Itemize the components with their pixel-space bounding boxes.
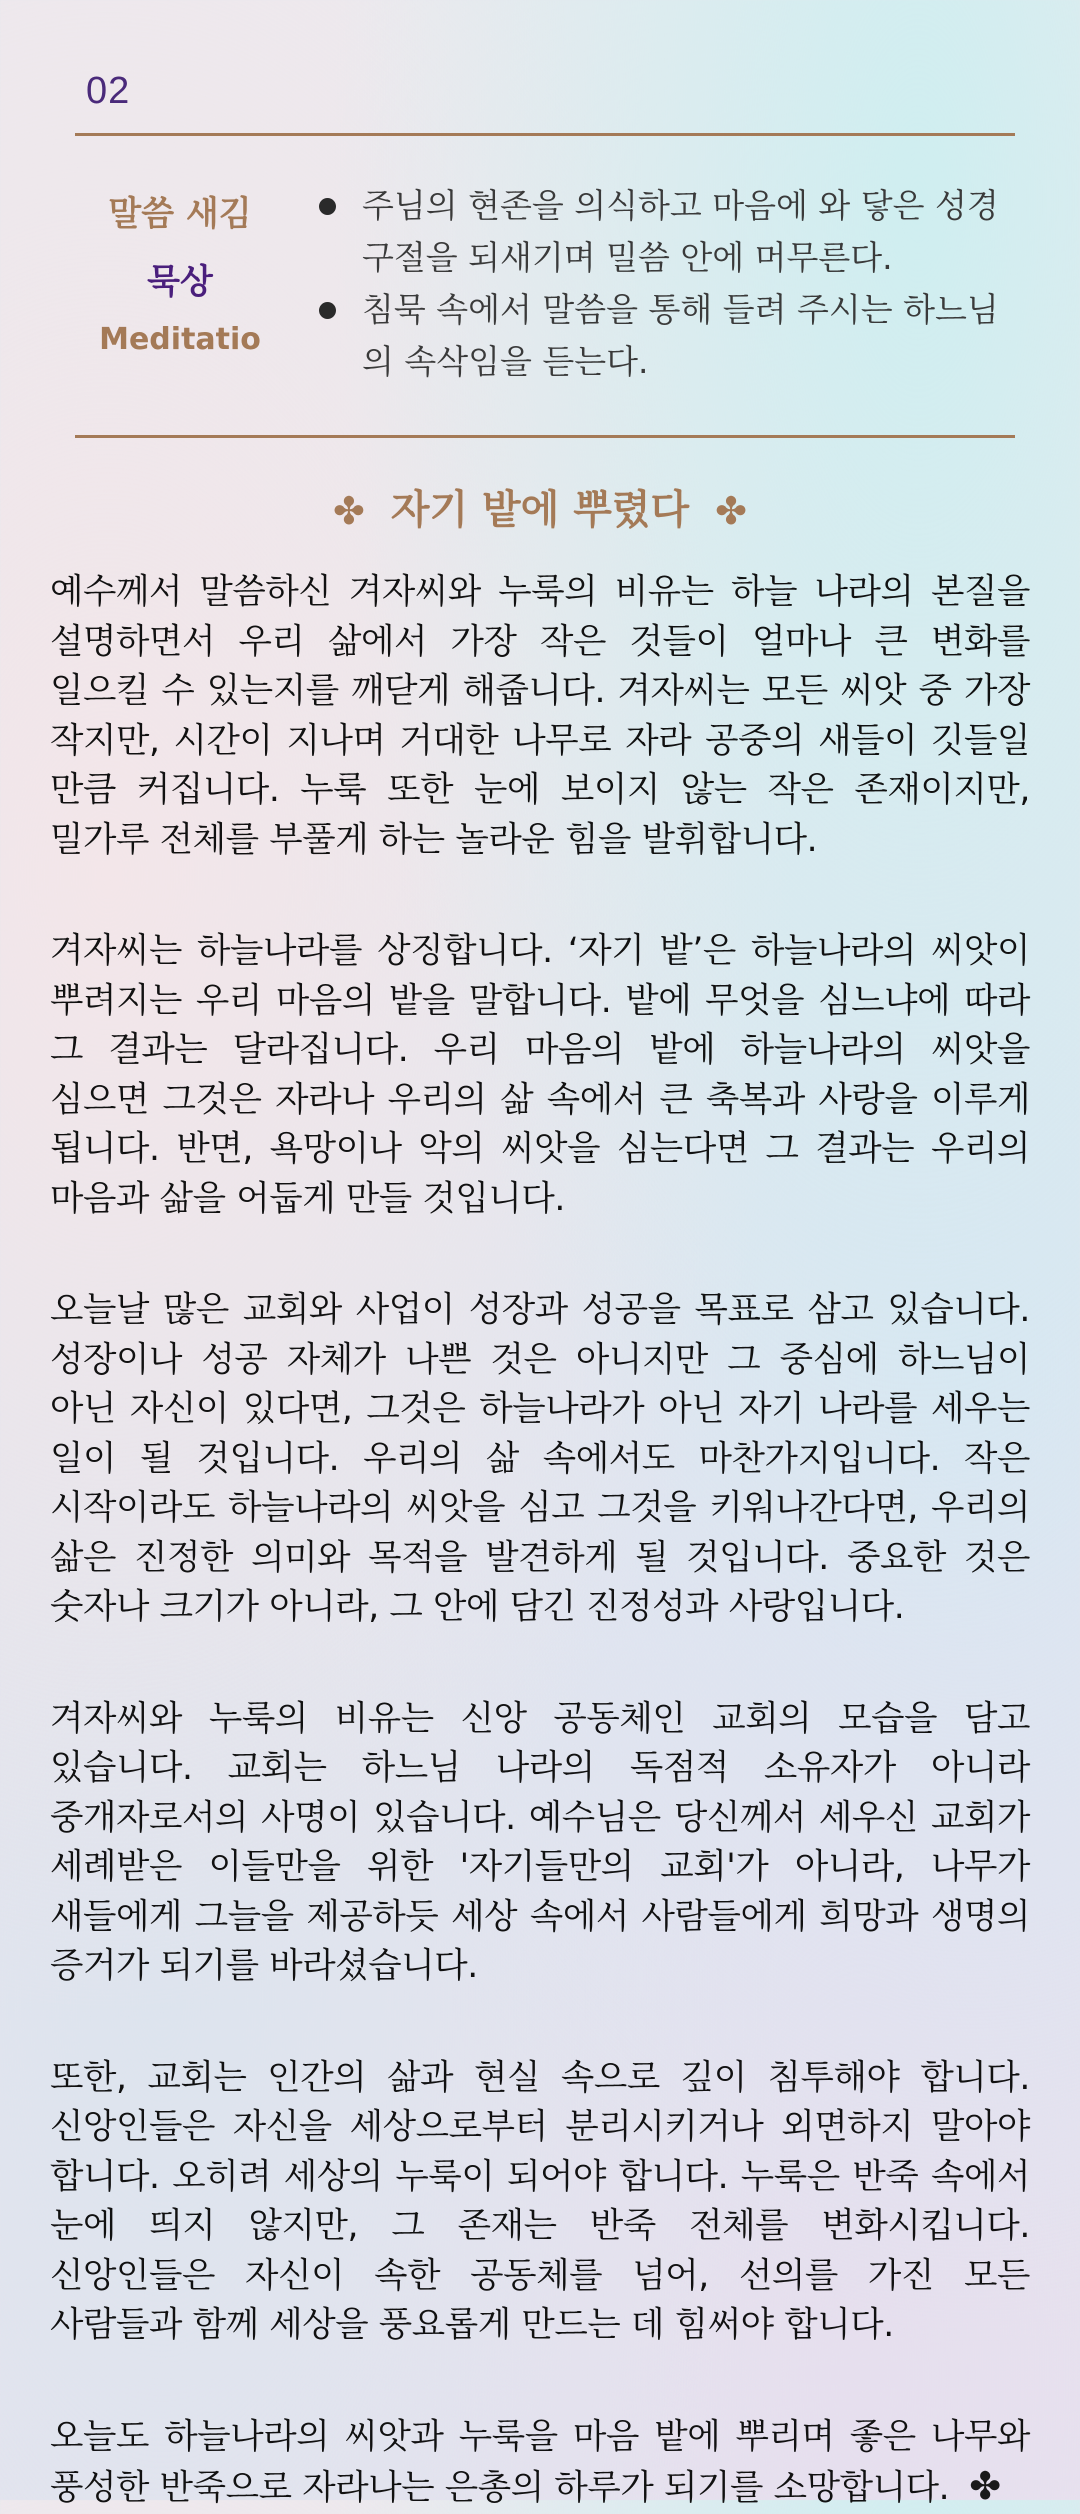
section-title — [0, 478, 1080, 535]
clover-ornament-icon: ✤ — [333, 489, 365, 533]
body-paragraph-final — [50, 2413, 1030, 2514]
body-paragraph: 또한, 교회는 인간의 삶과 현실 속으로 깊이 침투해야 합니다. 신앙인들은 자신을 세상으로부터 분리시키거나 외면하지 말아야 합니다. 오히려 세상의 누룩이 되어야 합니다. 누룩은 반죽 속에서 눈에 띄지 않지만, 그 존재는 반죽 전체를 변화시킵니다. 신앙인들은 자신이 속한 공동체를 넘어, 선의를 가진 모든 사람들과 함께 세상을 풍요롭게 만드는 데 힘써야 합니다. — [50, 2057, 1030, 2345]
bottom-divider — [75, 435, 1015, 438]
lectio-label-step: 묵상 — [147, 262, 213, 302]
section-title-text: 자기 밭에 뿌렸다 — [390, 487, 690, 533]
body-paragraph: 겨자씨는 하늘나라를 상징합니다. ‘자기 밭’은 하늘나라의 씨앗이 뿌려지는 우리 마음의 밭을 말합니다. 밭에 무엇을 심느냐에 따라 그 결과는 달라집니다. 우리 마음의 밭에 하늘나라의 씨앗을 심으면 그것은 자라나 우리의 삶 속에서 큰 축복과 사랑을 이루게 됩니다. 반면, 욕망이나 악의 씨앗을 심는다면 그 결과는 우리의 마음과 삶을 어둡게 만들 것입니다. — [50, 931, 1030, 1219]
body-paragraph-text: 오늘도 하늘나라의 씨앗과 누룩을 마음 밭에 뿌리며 좋은 나무와 풍성한 반죽으로 자라나는 은총의 하루가 되기를 소망합니다. — [50, 2416, 1030, 2508]
body-paragraph: 겨자씨와 누룩의 비유는 신앙 공동체인 교회의 모습을 담고 있습니다. 교회는 하느님 나라의 독점적 소유자가 아니라 중개자로서의 사명이 있습니다. 예수님은 당신께서 세우신 교회가 세례받은 이들만을 위한 '자기들만의 교회'가 아니라, 나무가 새들에게 그늘을 제공하듯 세상 속에서 사람들에게 희망과 생명의 증거가 되기를 바라셨습니다. — [50, 1698, 1030, 1986]
bullet-item — [316, 284, 1016, 388]
bullet-item — [316, 180, 1016, 284]
clover-end-mark-icon: ✤ — [969, 2464, 1001, 2508]
clover-ornament-icon: ✤ — [715, 489, 747, 533]
meditatio-bullet-list — [316, 180, 1016, 388]
body-paragraph: 예수께서 말씀하신 겨자씨와 누룩의 비유는 하늘 나라의 본질을 설명하면서 우리 삶에서 가장 작은 것들이 얼마나 큰 변화를 일으킬 수 있는지를 깨닫게 해줍니다. 겨자씨는 모든 씨앗 중 가장 작지만, 시간이 지나며 거대한 나무로 자라 공중의 새들이 깃들일 만큼 커집니다. 누룩 또한 눈에 보이지 않는 작은 존재이지만, 밀가루 전체를 부풀게 하는 놀라운 힘을 발휘합니다. — [50, 572, 1030, 860]
top-divider — [75, 133, 1015, 136]
lectio-label-korean: 말씀 새김 — [108, 194, 252, 234]
bullet-dot-icon — [319, 302, 336, 319]
bullet-text: 침묵 속에서 말씀을 통해 들려 주시는 하느님의 속삭임을 듣는다. — [362, 290, 999, 381]
lectio-label-latin: Meditatio — [99, 322, 261, 357]
reflection-body — [50, 568, 1030, 2514]
bullet-dot-icon — [319, 198, 336, 215]
body-paragraph: 오늘날 많은 교회와 사업이 성장과 성공을 목표로 삼고 있습니다. 성장이나 성공 자체가 나쁜 것은 아니지만 그 중심에 하느님이 아닌 자신이 있다면, 그것은 하늘나라가 아닌 자기 나라를 세우는 일이 될 것입니다. 우리의 삶 속에서도 마찬가지입니다. 작은 시작이라도 하늘나라의 씨앗을 심고 그것을 키워나간다면, 우리의 삶은 진정한 의미와 목적을 발견하게 될 것입니다. 중요한 것은 숫자나 크기가 아니라, 그 안에 담긴 진정성과 사랑입니다. — [50, 1290, 1030, 1627]
bullet-text: 주님의 현존을 의식하고 마음에 와 닿은 성경구절을 되새기며 밀씀 안에 머무른다. — [362, 186, 999, 277]
page-number: 02 — [86, 70, 131, 112]
